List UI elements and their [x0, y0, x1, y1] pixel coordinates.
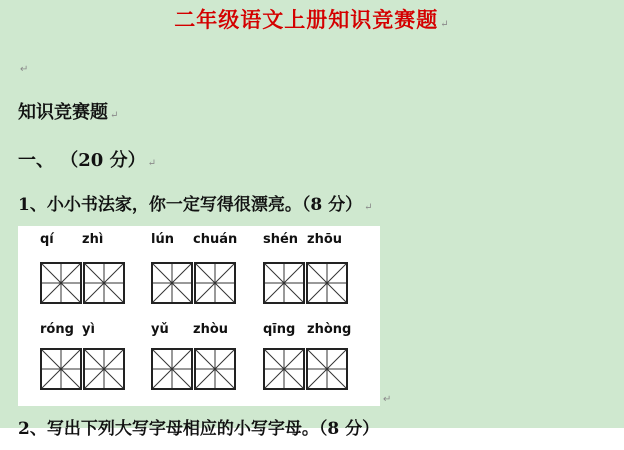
pinyin-label: zhòng	[307, 322, 352, 337]
paragraph-mark-icon: ↵	[20, 64, 29, 75]
writing-cell	[40, 348, 82, 390]
question-2	[18, 414, 379, 439]
paragraph-mark-icon: ↵	[364, 202, 373, 213]
heading	[18, 98, 118, 124]
pinyin-label: shén	[263, 232, 299, 247]
writing-cell	[306, 348, 348, 390]
section-heading	[18, 146, 156, 172]
pinyin-label: qí	[40, 232, 54, 247]
paragraph-mark-icon: ↵	[147, 158, 156, 169]
document-title	[0, 4, 624, 34]
pinyin-label: lún	[151, 232, 174, 247]
paragraph-mark-icon: ↵	[383, 394, 392, 405]
question-1-text: 1、小小书法家，你一定写得很漂亮。（8 分）	[18, 195, 363, 215]
pinyin-label: zhòu	[193, 322, 229, 337]
paragraph-mark-icon: ↵	[440, 19, 450, 30]
writing-cell	[194, 262, 236, 304]
writing-cell	[263, 348, 305, 390]
pinyin-label: zhì	[82, 232, 104, 247]
pinyin-label: chuán	[193, 232, 238, 247]
writing-cell	[151, 348, 193, 390]
writing-cell	[40, 262, 82, 304]
section-text: 一、 （20 分）	[18, 150, 146, 171]
writing-cell	[83, 262, 125, 304]
writing-cell	[151, 262, 193, 304]
writing-cell	[263, 262, 305, 304]
question-2-text: 2、写出下列大写字母相应的小写字母。（8 分）	[18, 419, 380, 439]
question-1	[18, 190, 372, 215]
pinyin-label: yì	[82, 322, 95, 337]
writing-cell	[306, 262, 348, 304]
pinyin-label: yǔ	[151, 322, 169, 337]
pinyin-label: róng	[40, 322, 74, 337]
heading-text: 知识竞赛题	[18, 102, 108, 123]
writing-cell	[83, 348, 125, 390]
writing-cell	[194, 348, 236, 390]
paragraph-mark-icon: ↵	[110, 110, 119, 121]
pinyin-label: qīng	[263, 322, 296, 337]
pinyin-label: zhōu	[307, 232, 343, 247]
writing-grid-image	[18, 226, 380, 406]
title-text: 二年级语文上册知识竞赛题	[174, 7, 439, 32]
